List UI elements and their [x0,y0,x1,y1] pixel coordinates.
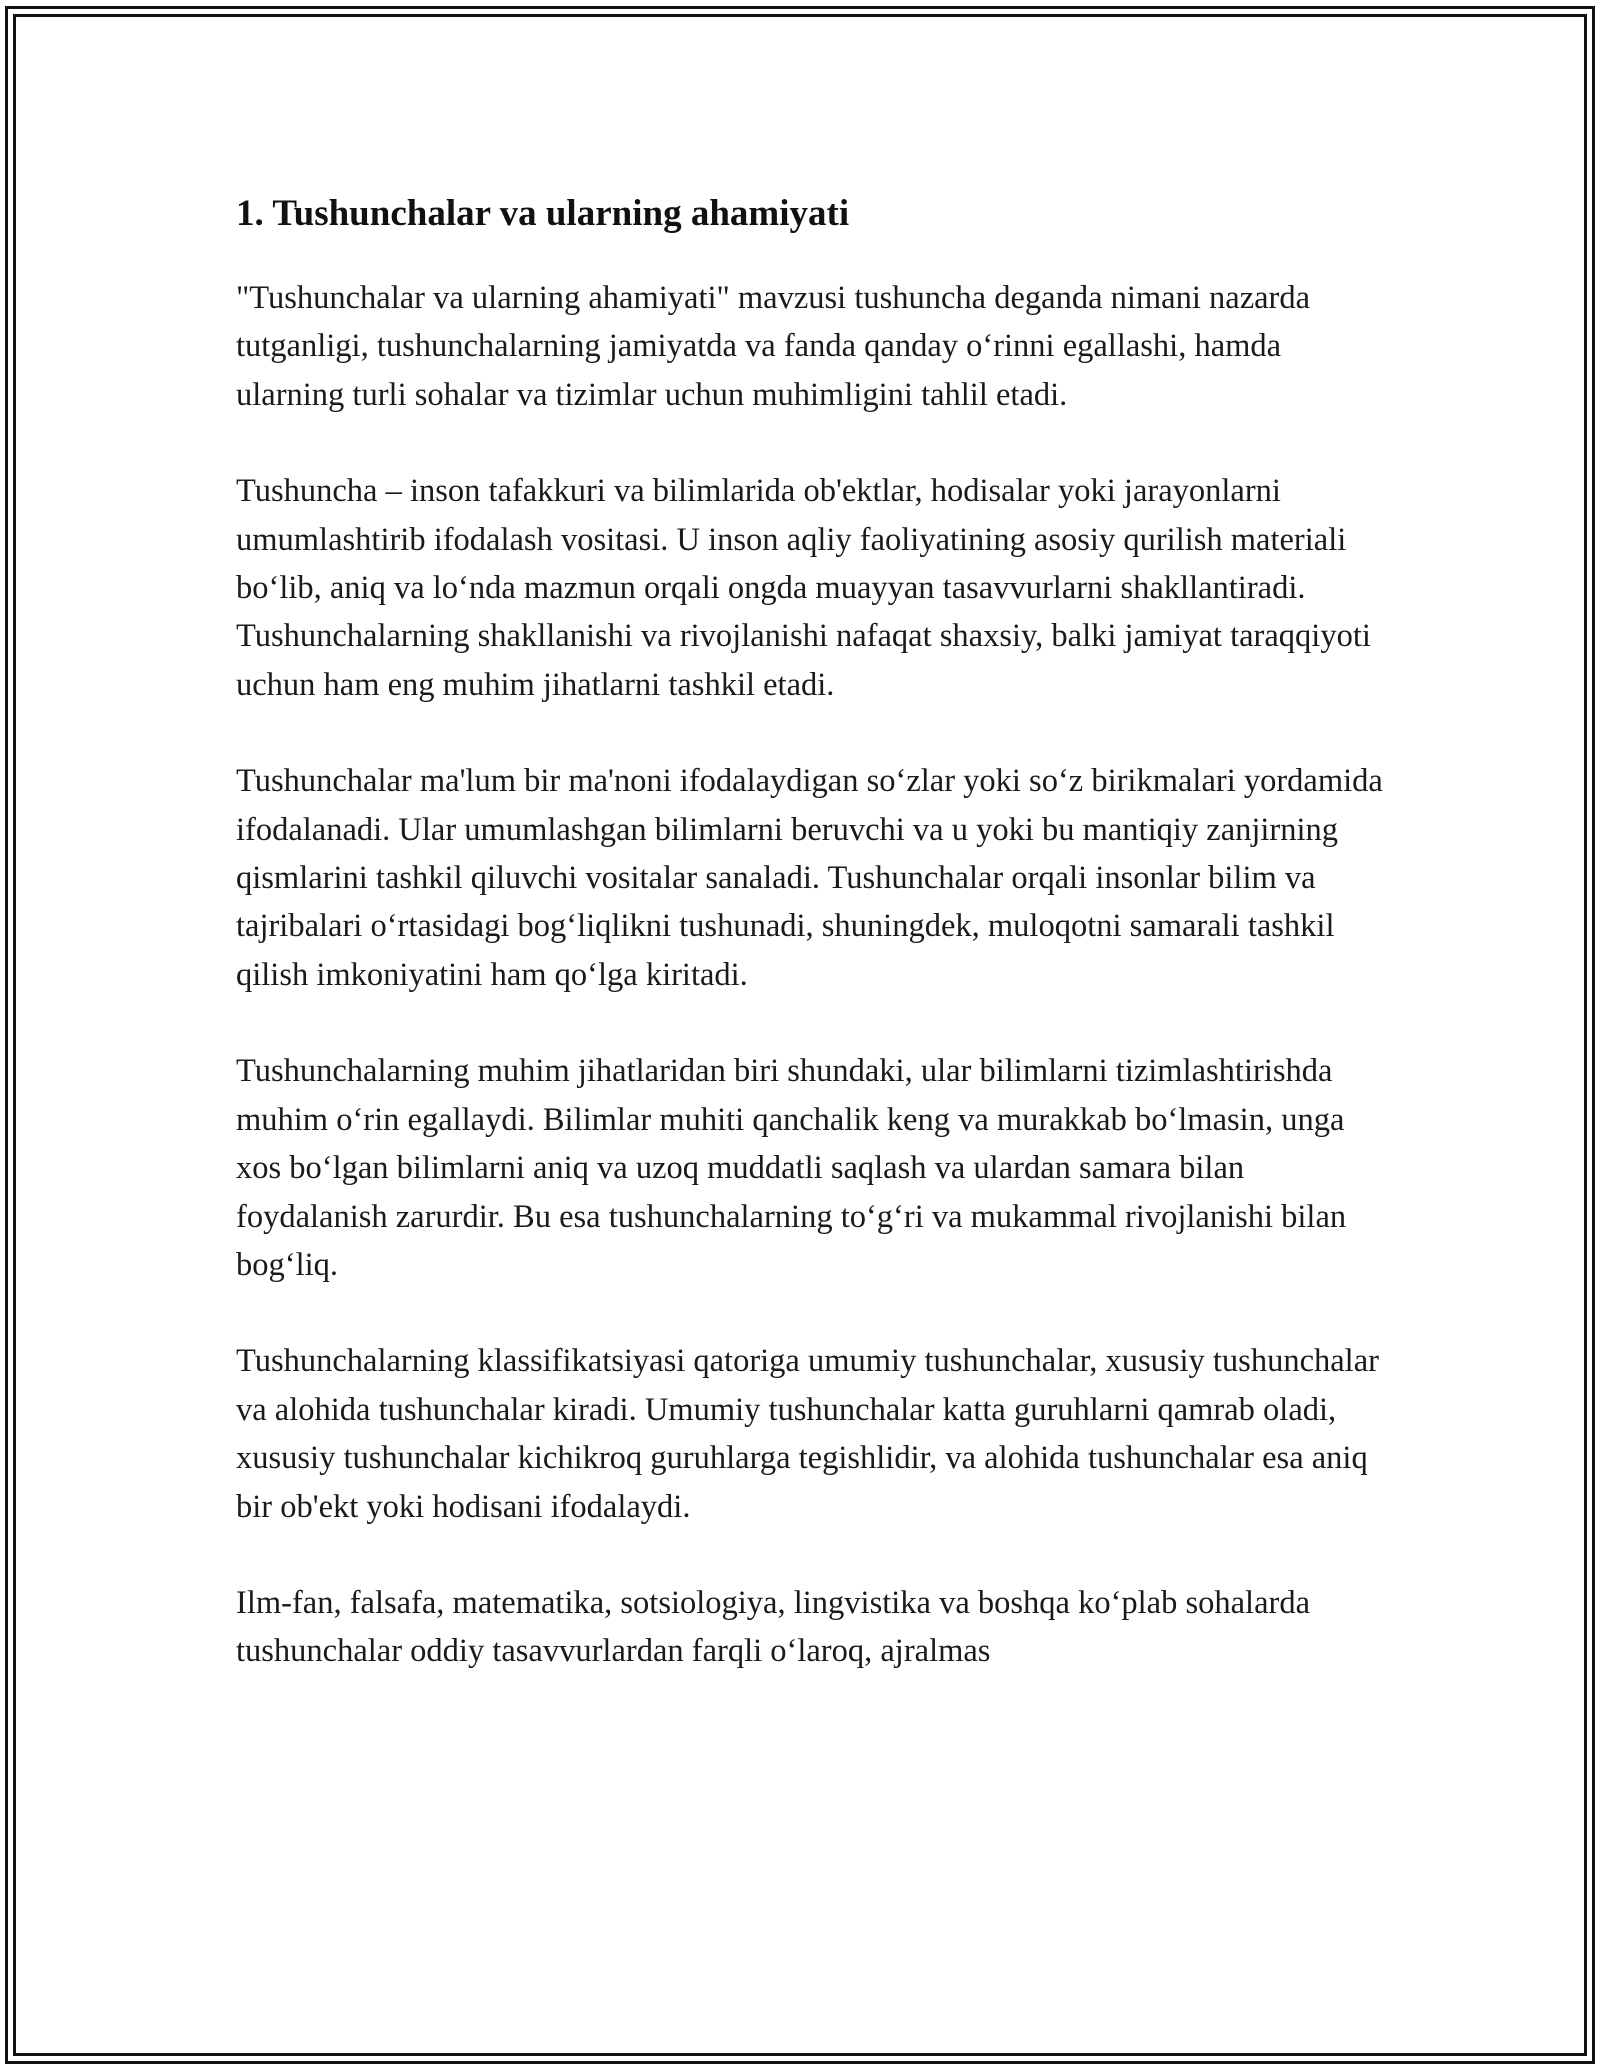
paragraph-definition: Tushuncha – inson tafakkuri va bilimlarida ob'ektlar, hodisalar yoki jarayonlarni umumlashtirib ifodalash vositasi. U inson aqliy faoliyatining asosiy qurilish materiali bo‘lib, aniq va lo‘nda mazmun orqali ongda muayyan tasavvurlarni shakllantiradi. Tushunchalarning shakllanishi va rivojlanishi nafaqat shaxsiy, balki jamiyat taraqqiyoti uchun ham eng muhim jihatlarni tashkil etadi. [236,473,1371,703]
paragraph-systematization: Tushunchalarning muhim jihatlaridan biri shundaki, ular bilimlarni tizimlashtirishda muhim o‘rin egallaydi. Bilimlar muhiti qanchalik keng va murakkab bo‘lmasin, unga xos bo‘lgan bilimlarni aniq va uzoq muddatli saqlash va ulardan samara bilan foydalanish zarurdir. Bu esa tushunchalarning to‘g‘ri va mukammal rivojlanishi bilan bog‘liq. [236,1053,1347,1283]
paragraph-classification: Tushunchalarning klassifikatsiyasi qatoriga umumiy tushunchalar, xususiy tushunchalar va alohida tushunchalar kiradi. Umumiy tushunchalar katta guruhlarni qamrab oladi, xususiy tushunchalar kichikroq guruhlarga tegishlidir, va alohida tushunchalar esa aniq bir ob'ekt yoki hodisani ifodalaydi. [236,1343,1379,1525]
paragraph-intro: "Tushunchalar va ularning ahamiyati" mavzusi tushuncha deganda nimani nazarda tutganligi, tushunchalarning jamiyatda va fanda qanday o‘rinni egallashi, hamda ularning turli sohalar va tizimlar uchun muhimligini tahlil etadi. [236,280,1311,413]
paragraph-sciences: Ilm-fan, falsafa, matematika, sotsiologiya, lingvistika va boshqa ko‘plab sohalarda tushunchalar oddiy tasavvurlardan farqli o‘laroq, ajralmas [236,1584,1311,1670]
paragraph-expression: Tushunchalar ma'lum bir ma'noni ifodalaydigan so‘zlar yoki so‘z birikmalari yordamida ifodalanadi. Ular umumlashgan bilimlarni beruvchi va u yoki bu mantiqiy zanjirning qismlarini tashkil qiluvchi vositalar sanaladi. Tushunchalar orqali insonlar bilim va tajribalari o‘rtasidagi bog‘liqlikni tushunadi, shuningdek, muloqotni samarali tashkil qilish imkoniyatini ham qo‘lga kiritadi. [236,763,1383,993]
section-heading: 1. Tushunchalar va ularning ahamiyati [236,193,850,234]
document-body [236,190,1386,1724]
